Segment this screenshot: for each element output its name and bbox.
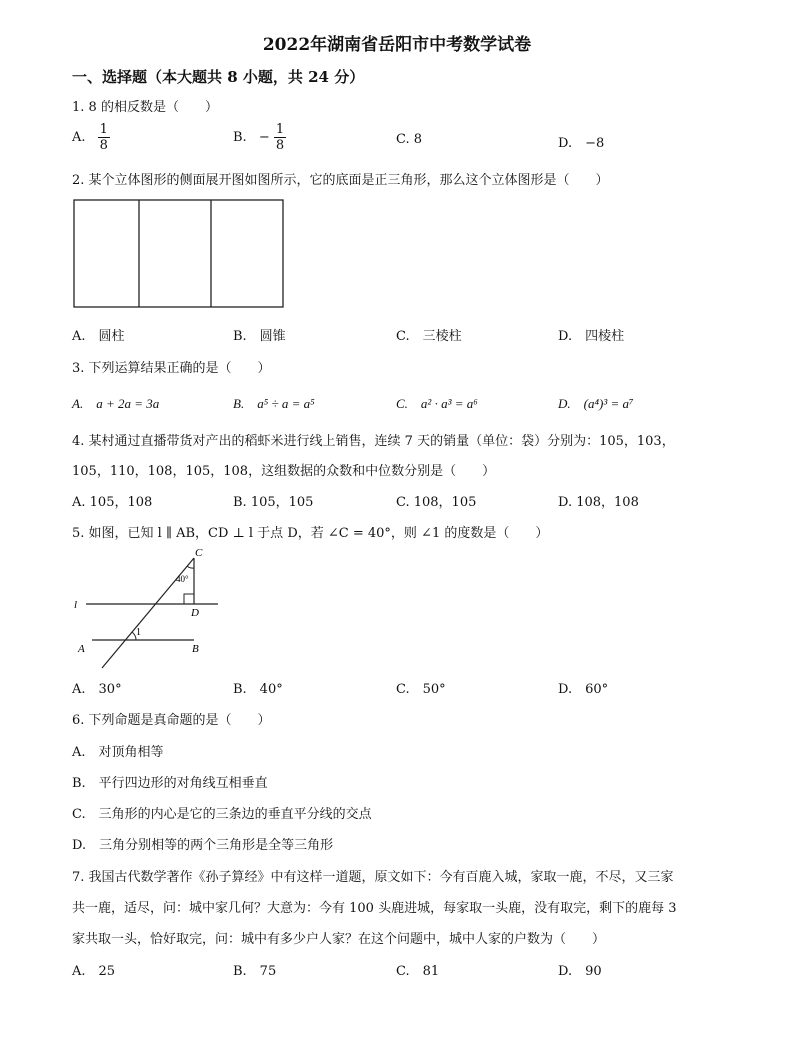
- question-2-option-c[interactable]: C. 三棱柱: [396, 329, 462, 344]
- label-l: l: [74, 599, 78, 611]
- question-7-stem-line-3: 家共取一头，恰好取完，问：城中有多少户人家？在这个问题中，城中人家的户数为（ ）: [72, 932, 606, 947]
- question-5-stem: 5. 如图，已知 l ∥ AB，CD ⊥ l 于点 D，若 ∠C = 40°，则 ∠1 的度数是（ ）: [72, 526, 549, 541]
- question-2-option-d[interactable]: D. 四棱柱: [558, 329, 625, 344]
- question-3-option-d[interactable]: D. (a⁴)³ = a⁷: [558, 396, 634, 411]
- question-5-figure: [72, 544, 232, 670]
- question-6-option-d[interactable]: D. 三角分别相等的两个三角形是全等三角形: [72, 838, 334, 853]
- question-4-stem-line-2: 105，110，108，105，108，这组数据的众数和中位数分别是（ ）: [72, 464, 496, 479]
- denominator: 8: [275, 138, 285, 153]
- question-4-stem-line-1: 4. 某村通过直播带货对产出的稻虾米进行线上销售，连续 7 天的销量（单位：袋）分别为：105，103，: [72, 434, 675, 449]
- label-d: D: [191, 607, 199, 619]
- question-1-option-d[interactable]: D. −8: [558, 136, 605, 151]
- option-label: B.: [233, 130, 247, 145]
- question-2-figure: [72, 198, 286, 310]
- question-6-stem: 6. 下列命题是真命题的是（ ）: [72, 713, 271, 728]
- question-3-stem: 3. 下列运算结果正确的是（ ）: [72, 361, 271, 376]
- question-2-option-b[interactable]: B. 圆锥: [233, 329, 286, 344]
- question-6-option-a[interactable]: A. 对顶角相等: [72, 745, 164, 760]
- fraction: [98, 122, 110, 153]
- label-40-degrees: 40°: [176, 574, 189, 584]
- question-1-option-b[interactable]: [233, 122, 286, 153]
- question-5-option-b[interactable]: B. 40°: [233, 682, 283, 697]
- net-outline: [74, 200, 283, 307]
- numerator: 1: [275, 122, 285, 137]
- label-c: C: [195, 547, 203, 559]
- label-a: A: [78, 643, 85, 655]
- question-5-option-d[interactable]: D. 60°: [558, 682, 609, 697]
- question-4-option-d[interactable]: D. 108，108: [558, 495, 639, 510]
- question-3-option-b[interactable]: B. a⁵ ÷ a = a⁵: [233, 396, 315, 411]
- right-angle-mark: [184, 594, 194, 604]
- numerator: 1: [99, 122, 108, 137]
- question-7-option-b[interactable]: B. 75: [233, 964, 277, 979]
- question-4-option-c[interactable]: C. 108，105: [396, 495, 477, 510]
- angle-c-arc: [187, 566, 194, 568]
- question-5-option-c[interactable]: C. 50°: [396, 682, 446, 697]
- question-7-option-a[interactable]: A. 25: [72, 964, 116, 979]
- question-2-option-a[interactable]: A. 圆柱: [72, 329, 125, 344]
- question-3-option-a[interactable]: A. a + 2a = 3a: [72, 396, 160, 411]
- section-header: 一、选择题（本大题共 8 小题，共 24 分）: [72, 68, 365, 86]
- question-4-option-a[interactable]: A. 105，108: [72, 495, 153, 510]
- question-4-option-b[interactable]: B. 105，105: [233, 495, 314, 510]
- question-7-option-d[interactable]: D. 90: [558, 964, 602, 979]
- question-1-option-c[interactable]: C. 8: [396, 132, 423, 147]
- label-b: B: [192, 643, 199, 655]
- question-7-option-c[interactable]: C. 81: [396, 964, 440, 979]
- page-title: 2022年湖南省岳阳市中考数学试卷: [262, 35, 532, 55]
- question-1-option-a[interactable]: [72, 122, 110, 153]
- question-3-option-c[interactable]: C. a² · a³ = a⁶: [396, 396, 478, 411]
- question-5-option-a[interactable]: A. 30°: [72, 682, 122, 697]
- question-6-option-c[interactable]: C. 三角形的内心是它的三条边的垂直平分线的交点: [72, 807, 372, 822]
- question-6-option-b[interactable]: B. 平行四边形的对角线互相垂直: [72, 776, 268, 791]
- question-7-stem-line-1: 7. 我国古代数学著作《孙子算经》中有这样一道题，原文如下：今有百鹿入城，家取一鹿，不尽，又三家: [72, 870, 674, 885]
- question-7-stem-line-2: 共一鹿，适尽，问：城中家几何？大意为：今有 100 头鹿进城，每家取一头鹿，没有取完，剩下的鹿每 3: [72, 901, 677, 916]
- question-2-stem: 2. 某个立体图形的侧面展开图如图所示，它的底面是正三角形，那么这个立体图形是（ ）: [72, 173, 609, 188]
- label-angle-1: 1: [136, 627, 141, 638]
- minus-sign: −: [258, 130, 270, 145]
- denominator: 8: [99, 138, 108, 153]
- option-label: A.: [72, 130, 86, 145]
- question-1-stem: 1. 8 的相反数是（ ）: [72, 100, 218, 115]
- fraction: [274, 122, 286, 153]
